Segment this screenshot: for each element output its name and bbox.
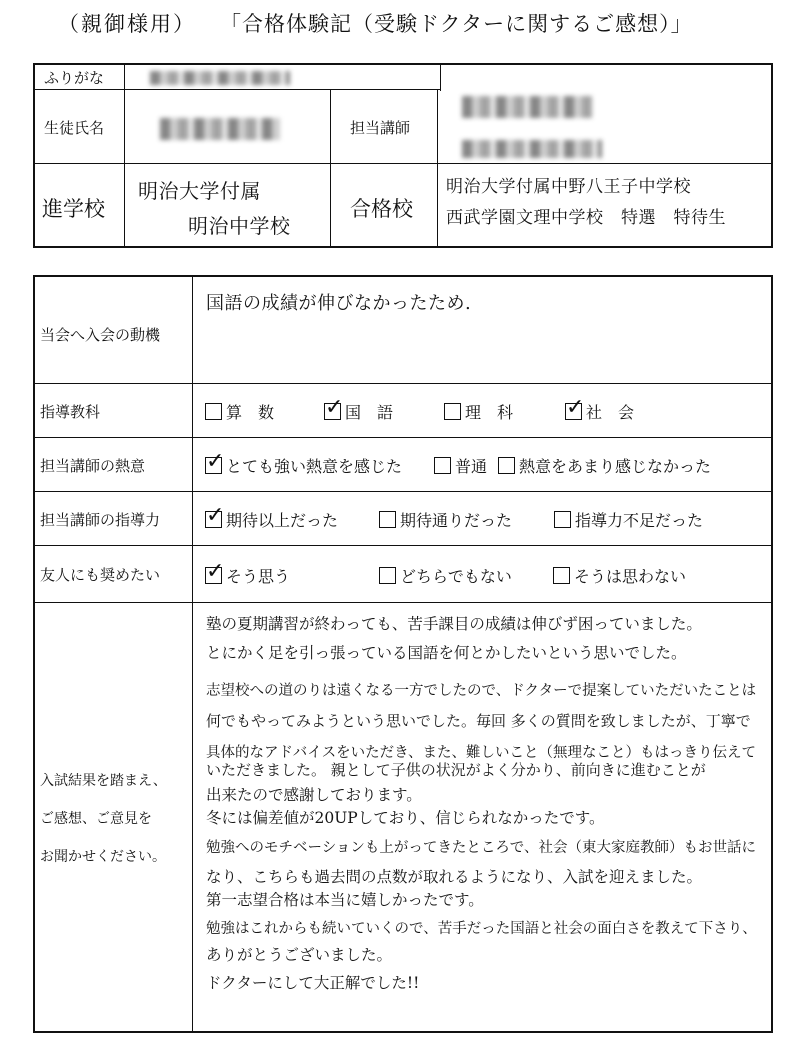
social-checkbox[interactable] <box>565 403 582 420</box>
redacted-teacher-name-2 <box>462 140 602 158</box>
motive-text: 国語の成績が伸びなかったため. <box>206 293 472 314</box>
ability-exceeded[interactable] <box>205 508 338 531</box>
redacted-furigana <box>150 71 290 85</box>
comment-line-3: 志望校への道のりは遠くなる一方でしたので、ドクターで提案していただいたことは <box>206 683 757 699</box>
comment-line-14: ドクターにして大正解でした!! <box>206 974 420 992</box>
enrolled-school-label: 進学校 <box>42 197 105 221</box>
japanese-checkbox[interactable] <box>324 403 341 420</box>
comment-line-10: なり、こちらも過去問の点数が取れるようになり、入試を迎えました。 <box>206 868 703 886</box>
ability-lacking-label: 指導力不足だった <box>575 511 704 530</box>
subject-japanese[interactable] <box>324 400 393 423</box>
recommend-yes[interactable] <box>205 564 290 587</box>
document-title: 「合格体験記（受験ドクターに関するご感想）」 <box>220 12 693 36</box>
social-label: 社 会 <box>586 403 635 422</box>
comment-line-6: いただきました。 親として子供の状況がよく分かり、前向きに進むことが <box>206 761 706 779</box>
passed-school-line2: 西武学園文理中学校 特選 特待生 <box>446 208 726 228</box>
science-label: 理 科 <box>465 403 514 422</box>
passed-school-line1: 明治大学付属中野八王子中学校 <box>446 177 691 197</box>
subject-science[interactable] <box>444 400 513 423</box>
comment-line-11: 第一志望合格は本当に嬉しかったです。 <box>206 891 484 909</box>
ability-exceeded-checkbox[interactable] <box>205 511 222 528</box>
recommend-neutral-label: どちらでもない <box>400 567 512 586</box>
recommend-yes-checkbox[interactable] <box>205 567 222 584</box>
ability-met-checkbox[interactable] <box>379 511 396 528</box>
subjects-label: 指導教科 <box>40 403 101 421</box>
enrolled-school-line1: 明治大学付属 <box>138 179 261 203</box>
ability-lacking-checkbox[interactable] <box>554 511 571 528</box>
recommend-no-checkbox[interactable] <box>553 567 570 584</box>
recommend-yes-label: そう思う <box>226 567 291 586</box>
redacted-teacher-name-1 <box>462 96 592 118</box>
ability-met[interactable] <box>379 508 512 531</box>
motive-label: 当会へ入会の動機 <box>40 326 161 344</box>
recommend-neutral-checkbox[interactable] <box>379 567 396 584</box>
ability-met-label: 期待通りだった <box>400 511 513 530</box>
recommend-no[interactable] <box>553 564 686 587</box>
enthusiasm-strong-label: とても強い熱意を感じた <box>226 457 403 476</box>
ability-label: 担当講師の指導力 <box>40 511 161 529</box>
enthusiasm-weak[interactable] <box>498 454 711 477</box>
comment-line-2: とにかく足を引っ張っている国語を何とかしたいという思いでした。 <box>206 644 687 662</box>
ability-exceeded-label: 期待以上だった <box>226 511 339 530</box>
comments-label-line1: 入試結果を踏まえ、 <box>40 773 167 789</box>
comment-line-1: 塾の夏期講習が終わっても、苦手課目の成績は伸びず困っていました。 <box>206 615 702 633</box>
enthusiasm-normal[interactable] <box>434 454 487 477</box>
comment-line-4: 何でもやってみようという思いでした。毎回 多くの質問を致しましたが、丁寧で <box>206 712 751 730</box>
subject-social[interactable] <box>565 400 634 423</box>
subject-math[interactable] <box>205 400 274 423</box>
enrolled-school-line2: 明治中学校 <box>188 214 291 238</box>
comment-line-5: 具体的なアドバイスをいただき、また、難しいこと（無理なこと）もはっきり伝えて <box>206 745 756 761</box>
furigana-label: ふりがな <box>44 69 105 87</box>
comment-line-9: 勉強へのモチベーションも上がってきたところで、社会（東大家庭教師）もお世話に <box>206 840 756 856</box>
math-label: 算 数 <box>226 403 275 422</box>
comment-line-13: ありがとうございました。 <box>206 946 393 964</box>
recommend-label: 友人にも奨めたい <box>40 566 161 584</box>
recommend-no-label: そうは思わない <box>574 567 687 586</box>
comments-label-line2: ご感想、ご意見を <box>40 811 152 827</box>
passed-school-label: 合格校 <box>350 197 413 221</box>
science-checkbox[interactable] <box>444 403 461 420</box>
enthusiasm-weak-checkbox[interactable] <box>498 457 515 474</box>
audience-label: （親御様用） <box>58 12 196 36</box>
enthusiasm-normal-checkbox[interactable] <box>434 457 451 474</box>
comment-line-12: 勉強はこれからも続いていくので、苦手だった国語と社会の面白さを教えて下さり、 <box>206 921 757 937</box>
enthusiasm-strong[interactable] <box>205 454 402 477</box>
comment-line-7: 出来たので感謝しております。 <box>206 786 422 804</box>
student-name-label: 生徒氏名 <box>44 119 105 137</box>
recommend-neutral[interactable] <box>379 564 512 587</box>
enthusiasm-label: 担当講師の熱意 <box>40 457 146 475</box>
comments-label-line3: お聞かせください。 <box>40 849 166 865</box>
japanese-label: 国 語 <box>345 403 394 422</box>
ability-lacking[interactable] <box>554 508 703 531</box>
enthusiasm-weak-label: 熱意をあまり感じなかった <box>519 457 712 476</box>
comment-line-8: 冬には偏差値が20UPしており、信じられなかったです。 <box>206 809 605 827</box>
math-checkbox[interactable] <box>205 403 222 420</box>
redacted-student-name <box>160 118 280 140</box>
enthusiasm-strong-checkbox[interactable] <box>205 457 222 474</box>
enthusiasm-normal-label: 普通 <box>455 457 488 476</box>
teacher-label: 担当講師 <box>350 119 411 137</box>
